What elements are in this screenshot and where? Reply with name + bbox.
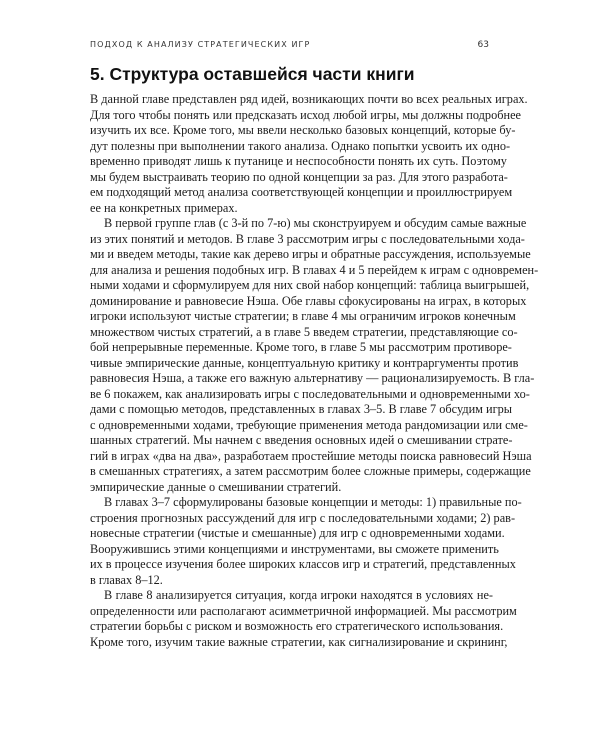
text-line: строения прогнозных рассуждений для игр с последовательными ходами; 2) рав- <box>90 510 516 525</box>
text-line: В главе 8 анализируется ситуация, когда игроки находятся в условиях не- <box>104 588 493 602</box>
body-text <box>90 92 539 650</box>
text-line: в главах 8–12. <box>90 572 163 587</box>
text-line: новесные стратегии (чистые и смешанные) для игр с одновременными ходами. <box>90 526 505 540</box>
text-line: для анализа и решения подобных игр. В главах 4 и 5 перейдем к играм с одновремен- <box>90 262 539 277</box>
text-line: дами с помощью методов, представленных в главах 3–5. В главе 7 обсудим игры <box>90 402 513 416</box>
text-line: их в процессе изучения более широких классов игр и стратегий, представленных <box>90 557 516 571</box>
text-line: изучить их все. Кроме того, мы ввели несколько базовых концепций, которые бу- <box>90 123 516 137</box>
text-line: Для того чтобы понять или предсказать исход любой игры, мы должны подробнее <box>90 107 521 122</box>
text-line: В главах 3–7 сформулированы базовые концепции и методы: 1) правильные по- <box>104 495 522 509</box>
paragraph <box>90 92 528 216</box>
text-line: ве 6 покажем, как анализировать игры с последовательными и одновременными хо- <box>90 386 530 401</box>
text-line: с одновременными ходами, требующие применения метода рандомизации или сме- <box>90 417 528 432</box>
text-line: определенности или располагают асимметричной информацией. Мы рассмотрим <box>90 603 517 618</box>
section-title: 5. Структура оставшейся части книги <box>90 64 415 84</box>
text-line: Вооружившись этими концепциями и инструментами, вы сможете применить <box>90 541 499 556</box>
text-line: чивые эмпирические данные, концептуальную критику и контраргументы против <box>90 355 519 370</box>
text-line: стратегии борьбы с риском и возможность его стратегического использования. <box>90 619 504 633</box>
text-line: игроки используют чистые стратегии; в главе 4 мы ограничим игроков конечным <box>90 309 516 323</box>
text-line: ем подходящий метод анализа соответствующей концепции и проиллюстрируем <box>90 185 513 199</box>
text-line: ее на конкретных примерах. <box>90 200 238 215</box>
running-head <box>90 40 493 54</box>
paragraph <box>90 495 522 588</box>
text-line: ными ходами и сформулируем для них свой набор концепций: таблица выигрышей, <box>90 278 530 292</box>
paragraph <box>90 216 539 495</box>
text-line: гий в играх «два на два», разработаем простейшие методы поиска равновесий Нэша <box>90 448 532 463</box>
text-line: равновесия Нэша, а также его важную альтернативу — рационализируемость. В гла- <box>90 371 535 385</box>
text-line: эмпирические данные о смешивании стратегий. <box>90 479 342 494</box>
text-line: шанных стратегий. Мы начнем с введения основных идей о смешивании страте- <box>90 433 513 447</box>
text-line: множеством чистых стратегий, а в главе 5 введем стратегии, представляющие со- <box>90 324 518 339</box>
text-line: ми и введем методы, такие как дерево игры и обратные рассуждения, используемые <box>90 247 531 261</box>
text-line: бой непрерывные переменные. Кроме того, в главе 5 мы рассмотрим противоре- <box>90 340 512 354</box>
text-line: В первой группе глав (с 3-й по 7-ю) мы сконструируем и обсудим самые важные <box>104 216 527 230</box>
text-line: дут полезны при выполнении такого анализа. Однако попытки усвоить их одно- <box>90 138 511 153</box>
text-line: Кроме того, изучим такие важные стратегии, как сигнализирование и скрининг, <box>90 634 508 649</box>
text-line: из этих понятий и методов. В главе 3 рассмотрим игры с последовательными хода- <box>90 231 525 246</box>
text-line: В данной главе представлен ряд идей, возникающих почти во всех реальных играх. <box>90 92 528 106</box>
text-line: мы будем выстраивать теорию по одной концепции за раз. Для этого разработа- <box>90 169 508 184</box>
text-line: временно приводят лишь к путанице и неспособности понять их суть. Поэтому <box>90 154 507 168</box>
page-number: 63 <box>477 40 489 50</box>
text-line: в смешанных стратегиях, а затем рассмотрим более сложные примеры, содержащие <box>90 464 531 478</box>
paragraph <box>90 588 517 650</box>
text-line: доминирование и равновесие Нэша. Обе главы сфокусированы на играх, в которых <box>90 293 527 308</box>
running-head-title: ПОДХОД К АНАЛИЗУ СТРАТЕГИЧЕСКИХ ИГР <box>90 40 311 49</box>
